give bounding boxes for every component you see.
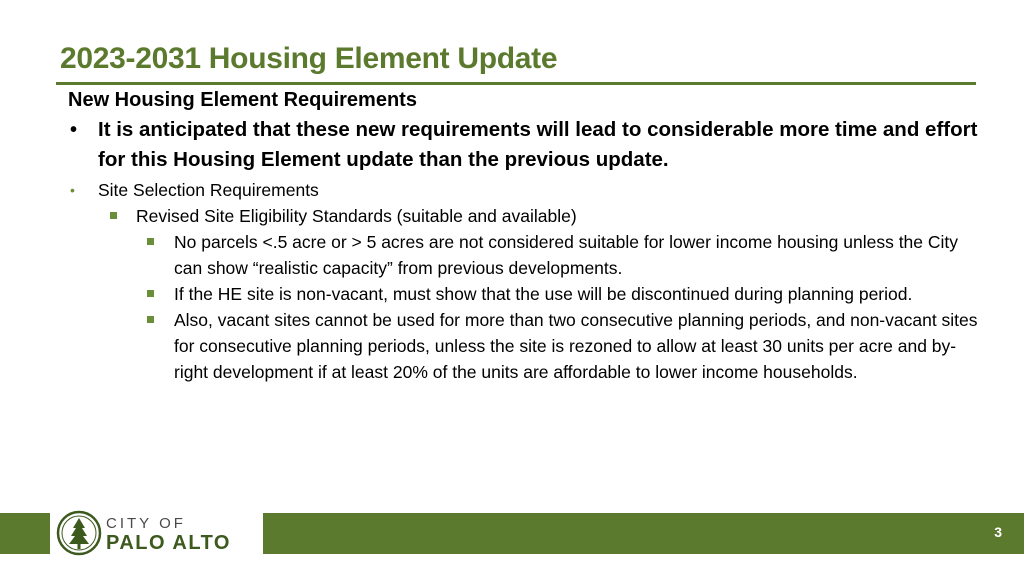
sub-sub-bullet-non-vacant [68,281,978,307]
square-bullet-icon [147,238,154,245]
footer-bar-left [0,513,50,554]
sub-sub-bullet-text: No parcels <.5 acre or > 5 acres are not considered suitable for lower income housing unless the City can show “realistic capacity” from previous developments. [174,232,959,278]
logo-city-text: CITY OF [106,515,186,532]
city-logo [56,510,261,558]
sub-bullet-eligibility [68,203,978,229]
bullet-site-selection [68,177,978,203]
sub-sub-bullet-text: Also, vacant sites cannot be used for more than two consecutive planning periods, and non-vacant sites for consecutive planning periods, unless the site is rezoned to allow at least 30 units per acre and by-right development if at least 20% of the units are affordable to lower income households. [174,310,978,382]
footer-bar-right [263,513,1024,554]
bullet-anticipated [68,115,978,175]
square-bullet-icon [147,290,154,297]
sub-sub-bullet-vacant-sites [68,307,978,385]
bullet-dot-icon: • [70,119,78,141]
title-divider [56,82,976,85]
slide-body [68,87,978,385]
bullet-text: It is anticipated that these new requirements will lead to considerable more time and effort for this Housing Element update than the previous update. [98,118,978,171]
square-bullet-icon [110,212,117,219]
bullet-dot-icon: • [70,182,75,198]
redwood-tree-emblem-icon [56,510,102,556]
page-number: 3 [994,524,1002,540]
sub-bullet-text: Revised Site Eligibility Standards (suitable and available) [136,206,577,226]
logo-name-text: PALO ALTO [106,532,231,554]
square-bullet-icon [147,316,154,323]
bullet-text: Site Selection Requirements [98,180,319,200]
slide-title: 2023-2031 Housing Element Update [60,42,558,75]
sub-sub-bullet-text: If the HE site is non-vacant, must show that the use will be discontinued during planning period. [174,284,913,304]
subheading: New Housing Element Requirements [68,89,417,111]
sub-sub-bullet-parcels [68,229,978,281]
